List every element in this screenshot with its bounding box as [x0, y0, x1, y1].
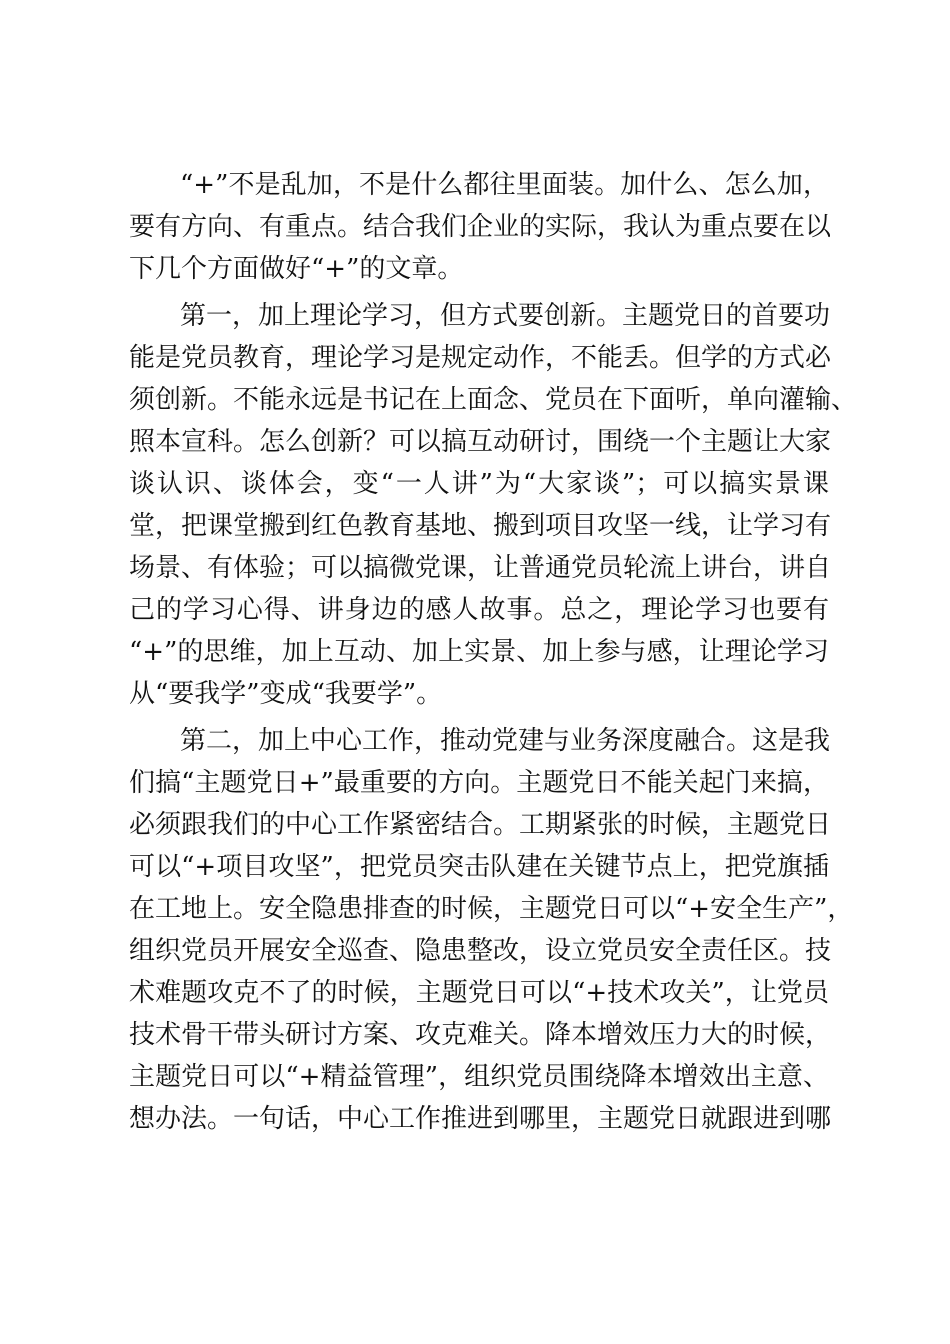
paragraph-3-line-10: 想办法。一句话，中心工作推进到哪里，主题党日就跟进到哪	[129, 1104, 832, 1134]
paragraph-2-line-3: 须创新。不能永远是书记在上面念、党员在下面听，单向灌输、	[129, 385, 858, 415]
paragraph-3-line-3: 必须跟我们的中心工作紧密结合。工期紧张的时候，主题党日	[129, 810, 832, 840]
paragraph-3-line-1: 第二，加上中心工作，推动党建与业务深度融合。这是我	[180, 726, 831, 756]
paragraph-2-line-9: “+”的思维，加上互动、加上实景、加上参与感，让理论学习	[129, 637, 829, 667]
paragraph-2-line-4: 照本宣科。怎么创新？可以搞互动研讨，围绕一个主题让大家	[129, 427, 832, 457]
paragraph-3-line-9: 主题党日可以“+精益管理”，组织党员围绕降本增效出主意、	[129, 1062, 829, 1092]
paragraph-2-line-5: 谈认识、谈体会，变“一人讲”为“大家谈”；可以搞实景课	[129, 469, 829, 499]
paragraph-2-line-10: 从“要我学”变成“我要学”。	[129, 679, 443, 709]
paragraph-1-line-3: 下几个方面做好“+”的文章。	[129, 254, 464, 284]
paragraph-3-line-2: 们搞“主题党日+”最重要的方向。主题党日不能关起门来搞，	[129, 768, 829, 798]
paragraph-3-line-5: 在工地上。安全隐患排查的时候，主题党日可以“+安全生产”，	[129, 894, 854, 924]
paragraph-2-line-7: 场景、有体验；可以搞微党课，让普通党员轮流上讲台，讲自	[129, 553, 832, 583]
paragraph-2-line-1: 第一，加上理论学习，但方式要创新。主题党日的首要功	[180, 301, 831, 331]
paragraph-1-line-2: 要有方向、有重点。结合我们企业的实际，我认为重点要在以	[129, 212, 832, 242]
paragraph-3-line-4: 可以“+项目攻坚”，把党员突击队建在关键节点上，把党旗插	[129, 852, 829, 882]
paragraph-2-line-6: 堂，把课堂搬到红色教育基地、搬到项目攻坚一线，让学习有	[129, 511, 832, 541]
paragraph-1-line-1: “+”不是乱加，不是什么都往里面装。加什么、怎么加，	[180, 170, 829, 200]
paragraph-3-line-6: 组织党员开展安全巡查、隐患整改，设立党员安全责任区。技	[129, 936, 832, 966]
paragraph-2-line-8: 己的学习心得、讲身边的感人故事。总之，理论学习也要有	[129, 595, 829, 625]
paragraph-3-line-7: 术难题攻克不了的时候，主题党日可以“+技术攻关”，让党员	[129, 978, 829, 1008]
paragraph-3-line-8: 技术骨干带头研讨方案、攻克难关。降本增效压力大的时候，	[129, 1020, 832, 1050]
paragraph-2-line-2: 能是党员教育，理论学习是规定动作，不能丢。但学的方式必	[129, 343, 832, 373]
